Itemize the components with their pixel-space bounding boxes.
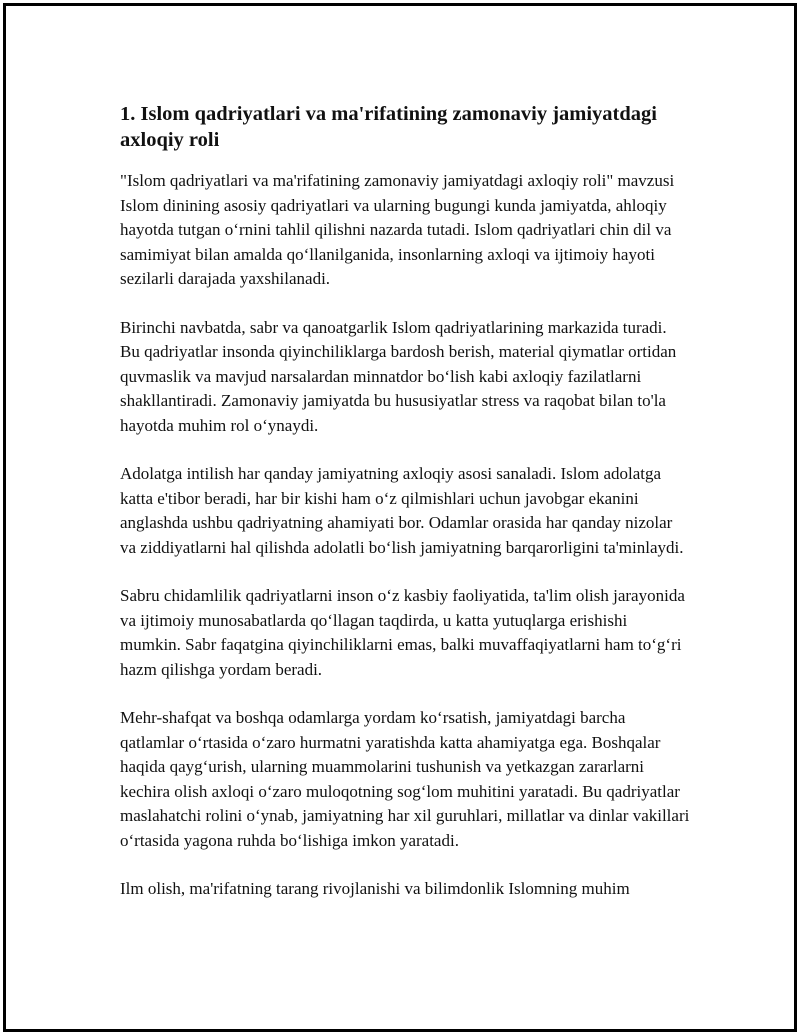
paragraph-4: Sabru chidamlilik qadriyatlarni inson o‘z kasbiy faoliyatida, ta'lim olish jarayonida va ijtimoiy munosabatlarda qo‘llagan taqdirda, u katta yutuqlarga erishishi mumkin. Sabr faqatgina qiyinchiliklarni emas, balki muvaffaqiyatlarni ham to‘g‘ri hazm qilishga yordam beradi. bbox=[120, 586, 685, 679]
paragraph-3: Adolatga intilish har qanday jamiyatning axloqiy asosi sanaladi. Islom adolatga katta e'tibor beradi, har bir kishi ham o‘z qilmishlari uchun javobgar ekanini anglashda ushbu qadriyatning ahamiyati bor. Odamlar orasida har qanday nizolar va ziddiyatlarni hal qilishda adolatli bo‘lish jamiyatning barqarorligini ta'minlaydi. bbox=[120, 464, 684, 557]
page-frame bbox=[3, 3, 797, 1032]
page-title: 1. Islom qadriyatlari va ma'rifatining zamonaviy jamiyatdagi axloqiy roli bbox=[120, 103, 657, 151]
paragraph-6: Ilm olish, ma'rifatning tarang rivojlanishi va bilimdonlik Islomning muhim bbox=[120, 879, 630, 898]
paragraph-2: Birinchi navbatda, sabr va qanoatgarlik Islom qadriyatlarining markazida turadi. Bu qadriyatlar insonda qiyinchiliklarga bardosh berish, material qiymatlar ortidan quvmaslik va mavjud narsalardan minnatdor bo‘lish kabi axloqiy fazilatlarni shakllantiradi. Zamonaviy jamiyatda bu hususiyatlar stress va raqobat bilan to'la hayotda muhim rol o‘ynaydi. bbox=[120, 317, 677, 435]
paragraph-1: "Islom qadriyatlari va ma'rifatining zamonaviy jamiyatdagi axloqiy roli" mavzusi Islom dinining asosiy qadriyatlari va ularning bugungi kunda jamiyatda, ahloqiy hayotda tutgan o‘rnini tahlil qilishni nazarda tutadi. Islom qadriyatlari chin dil va samimiyat bilan amalda qo‘llanilganida, insonlarning axloqi va ijtimoiy hayoti sezilarli darajada yaxshilanadi. bbox=[120, 171, 675, 288]
paragraph-5: Mehr-shafqat va boshqa odamlarga yordam ko‘rsatish, jamiyatdagi barcha qatlamlar o‘rtasida o‘zaro hurmatni yaratishda katta ahamiyatga ega. Boshqalar haqida qayg‘urish, ularning muammolarini tushunish va yetkazgan zararlarni kechira olish axloqi o‘zaro muloqotning sog‘lom muhitini yaratadi. Bu qadriyatlar maslahatchi rolini o‘ynab, jamiyatning har xil guruhlari, millatlar va dinlar vakillari o‘rtasida yagona ruhda bo‘lishiga imkon yaratadi. bbox=[120, 708, 690, 850]
document-body bbox=[120, 101, 690, 926]
